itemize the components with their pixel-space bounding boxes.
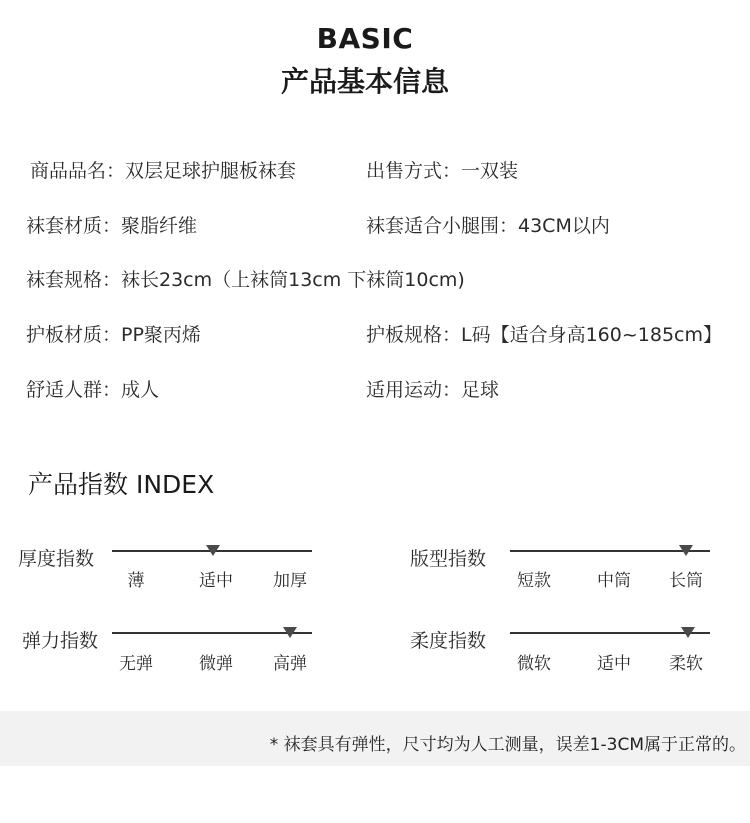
index-thickness-label: 厚度指数 — [18, 548, 95, 570]
index-elastic-marker — [283, 627, 297, 638]
info-sport: 适用运动：足球 — [366, 379, 500, 401]
index-shape-marker — [679, 545, 693, 556]
index-section-title: 产品指数 INDEX — [28, 470, 215, 499]
index-thickness-marker — [206, 545, 220, 556]
title-en: BASIC — [316, 22, 414, 55]
index-softness-label: 柔度指数 — [410, 630, 487, 652]
index-softness-scale — [510, 632, 710, 634]
index-shape-label: 版型指数 — [410, 548, 487, 570]
index-elastic-tick-low: 无弹 — [119, 654, 153, 674]
info-sale-method: 出售方式：一双装 — [366, 160, 519, 182]
info-sock-fit: 袜套适合小腿围：43CM以内 — [366, 215, 610, 237]
index-thickness-tick-mid: 适中 — [199, 571, 233, 591]
index-shape-tick-low: 短款 — [517, 571, 551, 591]
index-thickness-tick-high: 加厚 — [273, 571, 307, 591]
index-elastic-tick-mid: 微弹 — [199, 654, 233, 674]
info-sock-spec: 袜套规格：袜长23cm（上袜筒13cm 下袜筒10cm) — [26, 269, 465, 291]
index-softness-tick-high: 柔软 — [669, 654, 703, 674]
info-sock-material: 袜套材质：聚脂纤维 — [26, 215, 198, 237]
index-shape-tick-mid: 中筒 — [597, 571, 631, 591]
index-elastic-scale — [112, 632, 312, 634]
info-plate-material: 护板材质：PP聚丙烯 — [26, 324, 201, 346]
index-softness-tick-mid: 适中 — [597, 654, 631, 674]
index-thickness-tick-low: 薄 — [127, 571, 145, 591]
info-crowd: 舒适人群：成人 — [26, 379, 160, 401]
page-title: 产品基本信息 — [280, 65, 449, 98]
index-shape-tick-high: 长筒 — [669, 571, 703, 591]
index-elastic-tick-high: 高弹 — [273, 654, 307, 674]
index-softness-marker — [681, 627, 695, 638]
index-elastic-label: 弹力指数 — [22, 630, 99, 652]
info-plate-spec: 护板规格：L码【适合身高160~185cm】 — [366, 324, 722, 346]
footer-note: * 袜套具有弹性，尺寸均为人工测量，误差1-3CM属于正常的。 — [269, 735, 746, 755]
info-product-name: 商品品名：双层足球护腿板袜套 — [30, 160, 297, 182]
index-softness-tick-low: 微软 — [517, 654, 551, 674]
